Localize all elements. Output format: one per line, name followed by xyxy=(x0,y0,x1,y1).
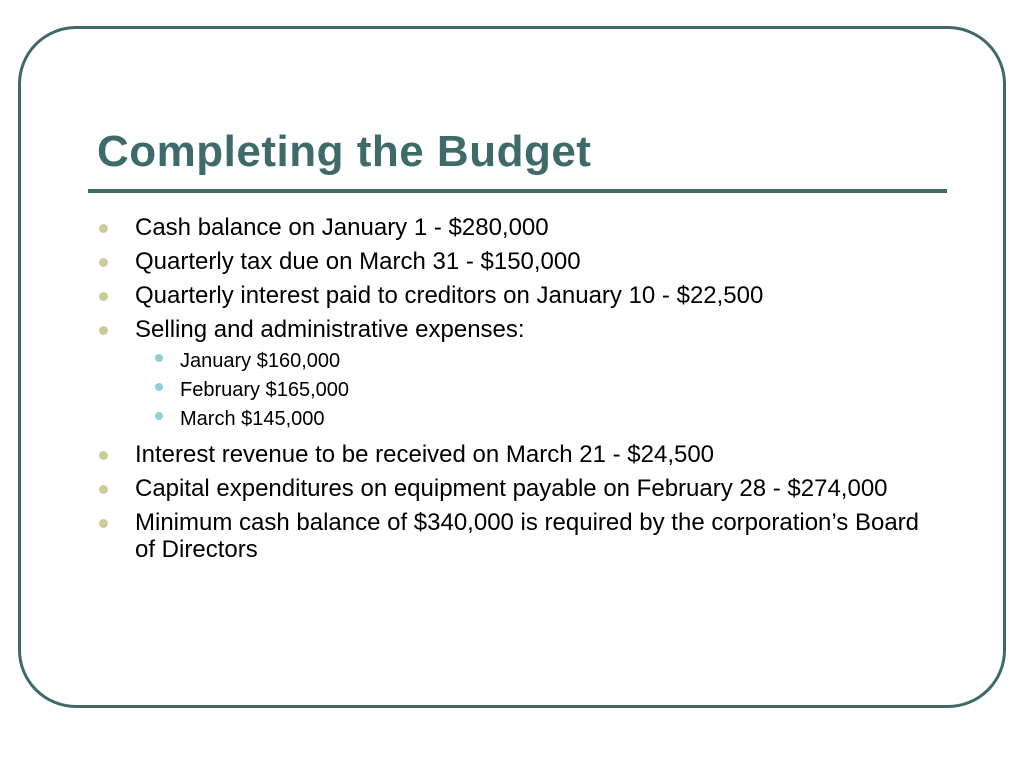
bullet-text: Interest revenue to be received on March 21 - $24,500 xyxy=(135,441,715,468)
bullet-text: Minimum cash balance of $340,000 is required by the corporation’s Board of Directors xyxy=(135,509,920,563)
bullet-item xyxy=(97,441,927,468)
bullet-text: Cash balance on January 1 - $280,000 xyxy=(135,214,549,241)
sub-bullet-item xyxy=(135,376,927,405)
bullet-item xyxy=(97,509,927,563)
bullet-item xyxy=(97,282,927,309)
bullet-item xyxy=(97,475,927,502)
slide-title: Completing the Budget xyxy=(97,127,592,176)
bullet-text: Quarterly interest paid to creditors on January 10 - $22,500 xyxy=(135,282,764,309)
sub-bullet-text: January $160,000 xyxy=(180,350,341,372)
sub-bullet-list xyxy=(135,347,927,434)
bullet-dot-icon xyxy=(99,485,108,494)
bullet-dot-icon xyxy=(99,258,108,267)
bullet-dot-icon xyxy=(99,292,108,301)
sub-bullet-dot-icon xyxy=(155,354,163,362)
bullet-item xyxy=(97,316,927,434)
sub-bullet-dot-icon xyxy=(155,383,163,391)
title-underline xyxy=(88,189,947,193)
bullet-text: Selling and administrative expenses: xyxy=(135,316,525,343)
sub-bullet-dot-icon xyxy=(155,412,163,420)
bullet-item xyxy=(97,214,927,241)
bullet-dot-icon xyxy=(99,326,108,335)
bullet-text: Capital expenditures on equipment payable on February 28 - $274,000 xyxy=(135,475,888,502)
sub-bullet-text: March $145,000 xyxy=(180,408,325,430)
sub-bullet-item xyxy=(135,347,927,376)
bullet-dot-icon xyxy=(99,224,108,233)
bullet-item xyxy=(97,248,927,275)
sub-bullet-item xyxy=(135,405,927,434)
sub-bullet-text: February $165,000 xyxy=(180,379,350,401)
bullet-dot-icon xyxy=(99,451,108,460)
bullet-text: Quarterly tax due on March 31 - $150,000 xyxy=(135,248,581,275)
bullet-dot-icon xyxy=(99,519,108,528)
bullet-list xyxy=(97,214,927,570)
